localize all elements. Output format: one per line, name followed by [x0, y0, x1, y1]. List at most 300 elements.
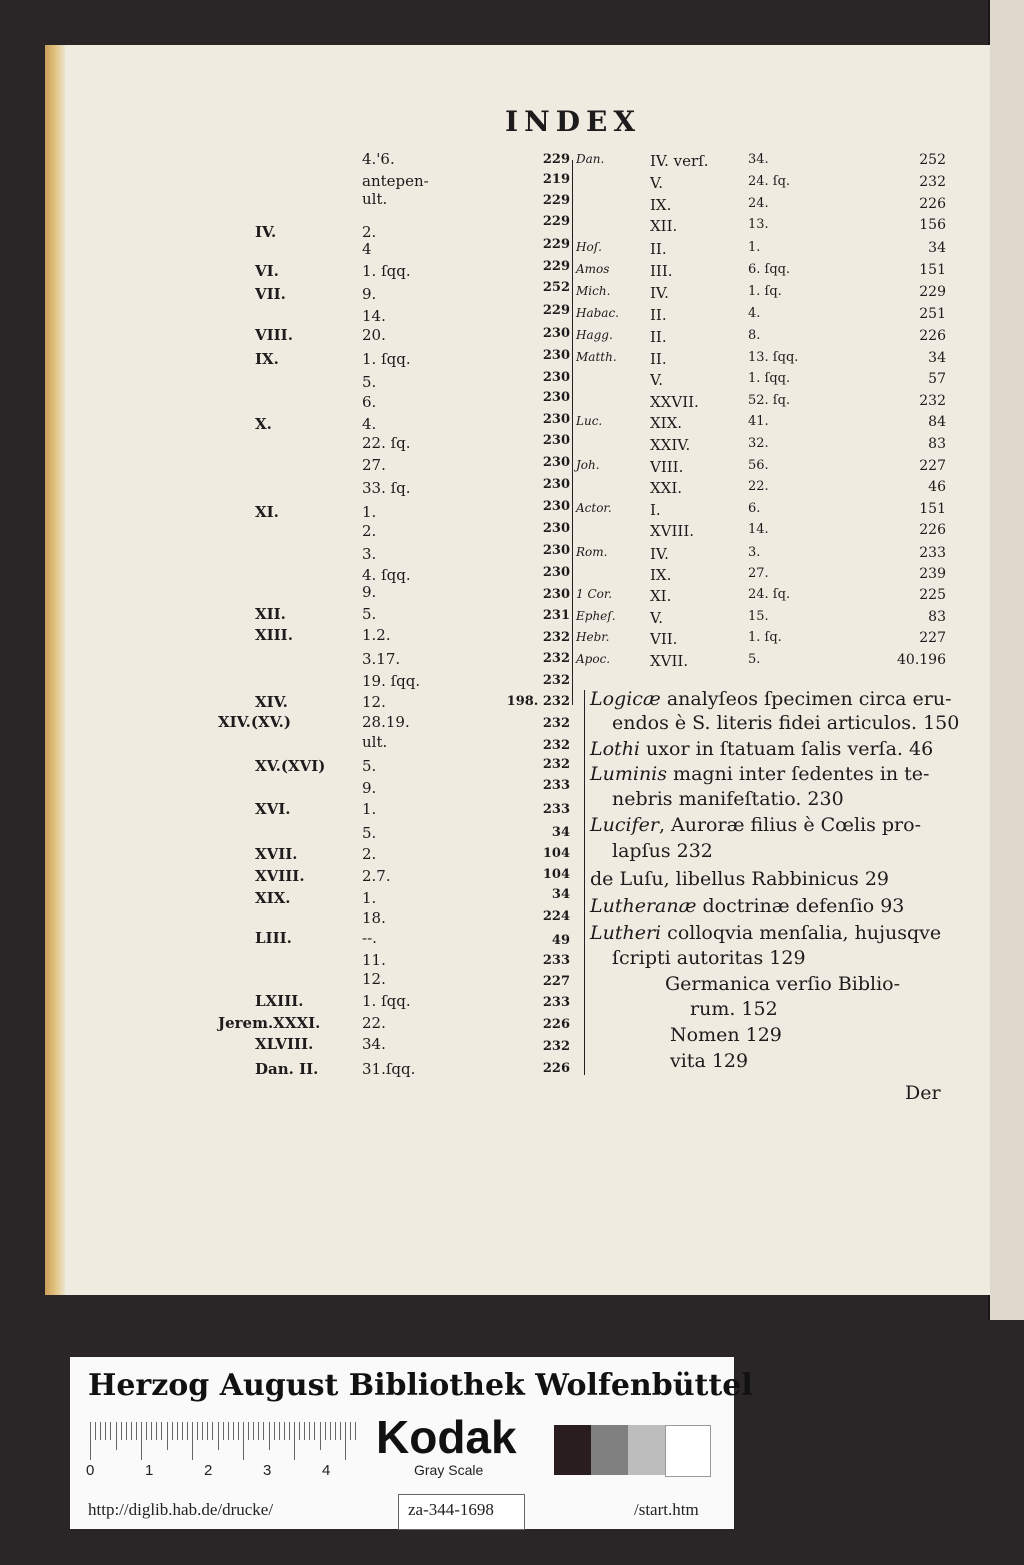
ruler-number: 3 — [263, 1462, 272, 1479]
chapter-ref: XV.(XVI) — [255, 757, 326, 775]
chapter-ref: XVII. — [255, 845, 298, 863]
verse-ref: 28.19. — [362, 713, 410, 731]
page-number: 84 — [928, 414, 946, 430]
library-url[interactable]: http://diglib.hab.de/drucke/ — [88, 1500, 274, 1519]
ruler-tick — [105, 1422, 106, 1440]
ruler-tick — [335, 1422, 336, 1440]
verse-ref: 4. — [748, 306, 761, 321]
verse-ref: 9. — [362, 285, 377, 303]
entry-text: endos è S. literis fidei articulos. 150 — [612, 712, 960, 734]
page-number: 230 — [542, 348, 570, 363]
ruler-number: 2 — [204, 1462, 213, 1479]
book-name: Dan. — [576, 152, 605, 166]
page-number: 230 — [542, 370, 570, 385]
verse-ref: 33. ſq. — [362, 479, 411, 497]
chapter-ref: XVIII. — [650, 522, 695, 540]
verse-ref: 13. ſqq. — [748, 350, 799, 365]
chapter-ref: XIV.(XV.) — [218, 713, 291, 731]
chapter-ref: XII. — [650, 217, 678, 235]
page-number: 226 — [919, 196, 946, 212]
entry-keyword: Luminis — [590, 763, 668, 785]
verse-ref: 5. — [362, 757, 377, 775]
verse-ref: 22. ſq. — [362, 434, 411, 452]
ruler-tick — [95, 1422, 96, 1440]
page-number: 229 — [542, 152, 570, 167]
page-title: INDEX — [505, 105, 642, 138]
chapter-ref: III. — [650, 262, 673, 280]
ruler-tick — [325, 1422, 326, 1440]
page-number: 231 — [542, 608, 570, 623]
book-name: Epheſ. — [576, 609, 616, 623]
entry-divider — [584, 690, 585, 1075]
entry-text: , Auroræ filius è Cœlis pro- — [658, 814, 921, 836]
page-edge — [45, 45, 65, 1295]
verse-ref: 4. ſqq. — [362, 566, 411, 584]
chapter-ref: VI. — [255, 262, 279, 280]
verse-ref: 1. ſqq. — [748, 371, 791, 386]
chapter-ref: LXIII. — [255, 992, 304, 1010]
ruler-tick — [121, 1422, 122, 1440]
entry-text: uxor in ſtatuam ſalis verſa. 46 — [640, 738, 934, 760]
page-number: 232 — [542, 651, 570, 666]
index-entry — [670, 1024, 782, 1046]
ruler-tick — [314, 1422, 315, 1440]
page-number: 46 — [928, 479, 946, 495]
page-number: 232 — [542, 716, 570, 731]
page-number: 151 — [919, 262, 946, 278]
ruler-tick — [197, 1422, 198, 1440]
ruler-tick — [151, 1422, 152, 1440]
chapter-ref: XIX. — [650, 414, 683, 432]
index-entry — [612, 788, 844, 810]
verse-ref: 1. ſqq. — [362, 262, 411, 280]
verse-ref: 13. — [748, 217, 769, 232]
chapter-ref: XVIII. — [255, 867, 305, 885]
page-number: 252 — [542, 280, 570, 295]
ruler-tick — [340, 1422, 341, 1440]
chapter-ref: VIII. — [255, 326, 293, 344]
book-name: 1 Cor. — [576, 587, 613, 601]
page-number: 233 — [919, 545, 946, 561]
entry-keyword: Logicæ — [590, 688, 661, 710]
verse-ref: 1.2. — [362, 626, 391, 644]
verse-ref: 56. — [748, 458, 769, 473]
chapter-ref: VII. — [255, 285, 286, 303]
url-suffix: /start.htm — [634, 1500, 699, 1519]
ruler-tick — [90, 1422, 91, 1460]
page-number: 233 — [542, 995, 570, 1010]
ruler-tick — [167, 1422, 168, 1450]
index-entry — [665, 973, 900, 995]
ruler-tick — [177, 1422, 178, 1440]
gray-scale-label: Gray Scale — [414, 1462, 484, 1478]
book-name: Luc. — [576, 414, 603, 428]
book-name: Matth. — [576, 350, 617, 364]
verse-ref: 1. ſq. — [748, 630, 782, 645]
verse-ref: 1. ſqq. — [362, 992, 411, 1010]
page-number: 40.196 — [897, 652, 946, 668]
document-id: za-344-1698 — [408, 1500, 494, 1519]
ruler-tick — [258, 1422, 259, 1440]
verse-ref: 14. — [362, 307, 386, 325]
book-name: Hagg. — [576, 328, 613, 342]
chapter-ref: Jerem.XXXI. — [218, 1014, 321, 1032]
ruler-tick — [304, 1422, 305, 1440]
chapter-ref: I. — [650, 501, 661, 519]
page-number: 49 — [551, 933, 570, 948]
ruler-tick — [116, 1422, 117, 1450]
page-number: 230 — [542, 587, 570, 602]
ruler-tick — [330, 1422, 331, 1440]
index-entry — [590, 922, 941, 944]
verse-ref: 2.7. — [362, 867, 391, 885]
verse-ref: 8. — [748, 328, 761, 343]
page-number: 34 — [551, 887, 570, 902]
book-name: Amos — [576, 262, 610, 276]
book-name: Hebr. — [576, 630, 610, 644]
ruler-tick — [299, 1422, 300, 1440]
ruler-tick — [238, 1422, 239, 1440]
ruler-tick — [110, 1422, 111, 1440]
verse-ref: 24. ſq. — [748, 587, 791, 602]
verse-ref: 5. — [362, 605, 377, 623]
ruler-tick — [146, 1422, 147, 1440]
book-name: Mich. — [576, 284, 611, 298]
book-name: Actor. — [576, 501, 612, 515]
ruler-tick — [207, 1422, 208, 1440]
page-number: 226 — [542, 1061, 570, 1076]
ruler-tick — [156, 1422, 157, 1440]
book-name: Rom. — [576, 545, 608, 559]
ruler-tick — [218, 1422, 219, 1450]
ruler-tick — [233, 1422, 234, 1440]
verse-ref: 1. — [748, 240, 761, 255]
chapter-ref: VII. — [650, 630, 678, 648]
entry-text: vita 129 — [670, 1050, 749, 1072]
verse-ref: 5. — [362, 824, 377, 842]
page-number: 233 — [542, 778, 570, 793]
verse-ref: 15. — [748, 609, 769, 624]
ruler-tick — [136, 1422, 137, 1440]
page-number: 226 — [919, 522, 946, 538]
verse-ref: 52. ſq. — [748, 393, 791, 408]
ruler-number: 0 — [86, 1462, 95, 1479]
verse-ref: 27. — [362, 456, 386, 474]
page-number: 151 — [919, 501, 946, 517]
verse-ref: 2. — [362, 845, 377, 863]
index-entry — [590, 868, 889, 890]
chapter-ref: X. — [255, 415, 272, 433]
page-number: 230 — [542, 565, 570, 580]
ruler-tick — [126, 1422, 127, 1440]
verse-ref: 1. — [362, 503, 377, 521]
ruler-tick — [345, 1422, 346, 1460]
chapter-ref: XI. — [650, 587, 672, 605]
chapter-ref: II. — [650, 306, 667, 324]
verse-ref: 12. — [362, 693, 386, 711]
chapter-ref: XVII. — [650, 652, 689, 670]
verse-ref: 11. — [362, 951, 386, 969]
ruler-tick — [192, 1422, 193, 1460]
entry-text: ſcripti autoritas 129 — [612, 947, 806, 969]
entry-text: Nomen 129 — [670, 1024, 782, 1046]
entry-text: lapſus 232 — [612, 840, 713, 862]
kodak-logo: Kodak — [376, 1411, 517, 1463]
page-number: 226 — [542, 1017, 570, 1032]
page-number: 104 — [542, 846, 570, 861]
ruler-tick — [172, 1422, 173, 1440]
verse-ref: 6. — [362, 393, 377, 411]
chapter-ref: V. — [650, 609, 663, 627]
page-number: 230 — [542, 521, 570, 536]
verse-ref: ult. — [362, 190, 388, 208]
index-entry — [590, 814, 921, 836]
verse-ref: 3.17. — [362, 650, 401, 668]
verse-ref: 6. — [748, 501, 761, 516]
verse-ref: 1. — [362, 889, 377, 907]
index-entry — [590, 688, 952, 710]
page-number: 230 — [542, 433, 570, 448]
chapter-ref: XII. — [255, 605, 286, 623]
entry-keyword: Lothi — [590, 738, 641, 760]
page-number: 239 — [919, 566, 946, 582]
column-divider — [572, 160, 573, 705]
chapter-ref: II. — [650, 240, 667, 258]
entry-text: rum. 152 — [690, 998, 778, 1020]
page-number: 224 — [542, 909, 570, 924]
verse-ref: 22. — [748, 479, 769, 494]
chapter-ref: IV. — [650, 284, 669, 302]
entry-text: nebris manifeſtatio. 230 — [612, 788, 844, 810]
verse-ref: 24. ſq. — [748, 174, 791, 189]
entry-keyword: Lutheranæ — [590, 895, 697, 917]
page-number: 34 — [551, 825, 570, 840]
ruler-number: 1 — [145, 1462, 154, 1479]
entry-keyword: Lutheri — [590, 922, 662, 944]
page-number: 233 — [542, 802, 570, 817]
page-number: 226 — [919, 328, 946, 344]
verse-ref: 4.'6. — [362, 150, 395, 168]
chapter-ref: XLVIII. — [255, 1035, 314, 1053]
index-entry — [905, 1082, 941, 1104]
ruler-tick — [294, 1422, 295, 1460]
verse-ref: 31.ſqq. — [362, 1060, 416, 1078]
chapter-ref: Dan. II. — [255, 1060, 319, 1078]
verse-ref: 14. — [748, 522, 769, 537]
verse-ref: 9. — [362, 779, 377, 797]
verse-ref: 34. — [362, 1035, 386, 1053]
entry-text: analyſeos ſpecimen circa eru- — [660, 688, 952, 710]
ruler-tick — [269, 1422, 270, 1450]
page-number: 233 — [542, 953, 570, 968]
page-number: 230 — [542, 412, 570, 427]
verse-ref: 3. — [748, 545, 761, 560]
page-number: 230 — [542, 499, 570, 514]
page-number: 229 — [542, 214, 570, 229]
verse-ref: 22. — [362, 1014, 386, 1032]
chapter-ref: IV. verſ. — [650, 152, 709, 170]
adjacent-page-strip — [988, 0, 1024, 1320]
chapter-ref: IX. — [650, 196, 672, 214]
ruler-tick — [161, 1422, 162, 1440]
page-number: 34 — [928, 350, 946, 366]
verse-ref: 24. — [748, 196, 769, 211]
chapter-ref: XIV. — [255, 693, 288, 711]
verse-ref: 20. — [362, 326, 386, 344]
page-number: 232 — [919, 174, 946, 190]
page-number: 229 — [542, 237, 570, 252]
verse-ref: 27. — [748, 566, 769, 581]
ruler-tick — [350, 1422, 351, 1440]
book-name: Habac. — [576, 306, 619, 320]
book-page — [45, 45, 990, 1295]
verse-ref: 41. — [748, 414, 769, 429]
page-number: 83 — [928, 436, 946, 452]
ruler-tick — [253, 1422, 254, 1440]
page-number: 229 — [919, 284, 946, 300]
ruler-tick — [223, 1422, 224, 1440]
index-entry — [612, 947, 806, 969]
entry-text: Der — [905, 1082, 941, 1104]
chapter-ref: II. — [650, 350, 667, 368]
ruler-tick — [141, 1422, 142, 1460]
verse-ref: 32. — [748, 436, 769, 451]
verse-ref: ult. — [362, 733, 388, 751]
page-number: 225 — [919, 587, 946, 603]
ruler-tick — [309, 1422, 310, 1440]
page-number: 227 — [919, 458, 946, 474]
ruler-tick — [131, 1422, 132, 1440]
entry-text: Germanica verſio Biblio- — [665, 973, 901, 995]
ruler-tick — [320, 1422, 321, 1450]
entry-text: de Luſu, libellus Rabbinicus 29 — [590, 868, 890, 890]
verse-ref: 3. — [362, 545, 377, 563]
page-number: 232 — [542, 1039, 570, 1054]
verse-ref: --. — [362, 929, 377, 947]
page-number: 156 — [919, 217, 946, 233]
page-number: 232 — [542, 630, 570, 645]
index-entry — [590, 763, 929, 785]
page-number: 230 — [542, 477, 570, 492]
verse-ref: 5. — [362, 373, 377, 391]
page-number: 251 — [919, 306, 946, 322]
page-number: 232 — [919, 393, 946, 409]
verse-ref: 18. — [362, 909, 386, 927]
entry-keyword: Lucifer — [590, 814, 659, 836]
chapter-ref: XXIV. — [650, 436, 691, 454]
verse-ref: 2. — [362, 522, 377, 540]
index-entry — [690, 998, 778, 1020]
ruler-tick — [284, 1422, 285, 1440]
chapter-ref: XVI. — [255, 800, 291, 818]
page-number: 104 — [542, 867, 570, 882]
book-name: Joh. — [576, 458, 600, 472]
page-number: 229 — [542, 303, 570, 318]
page-number: 57 — [928, 371, 946, 387]
chapter-ref: XI. — [255, 503, 279, 521]
chapter-ref: V. — [650, 174, 663, 192]
page-number: 230 — [542, 455, 570, 470]
verse-ref: 1. ſq. — [748, 284, 782, 299]
verse-ref: 5. — [748, 652, 761, 667]
page-number: 232 — [542, 757, 570, 772]
ruler-tick — [212, 1422, 213, 1440]
verse-ref: 4 — [362, 240, 372, 258]
chapter-ref: IV. — [255, 223, 277, 241]
chapter-ref: XXI. — [650, 479, 683, 497]
ruler-tick — [263, 1422, 264, 1440]
chapter-ref: VIII. — [650, 458, 684, 476]
chapter-ref: XIII. — [255, 626, 293, 644]
page-number: 252 — [919, 152, 946, 168]
ruler-tick — [274, 1422, 275, 1440]
book-name: Hoſ. — [576, 240, 602, 254]
ruler-tick — [100, 1422, 101, 1440]
verse-ref: 1. — [362, 800, 377, 818]
ruler-tick — [182, 1422, 183, 1440]
ruler-tick — [289, 1422, 290, 1440]
book-name: Apoc. — [576, 652, 611, 666]
page-number: 198. 232 — [506, 694, 570, 709]
verse-ref: 1. ſqq. — [362, 350, 411, 368]
index-entry — [612, 712, 959, 734]
index-entry — [670, 1050, 748, 1072]
ruler-tick — [355, 1422, 356, 1440]
ruler-tick — [248, 1422, 249, 1440]
ruler-tick — [228, 1422, 229, 1440]
ruler-tick — [187, 1422, 188, 1440]
page-number: 227 — [919, 630, 946, 646]
index-entry — [590, 895, 904, 917]
chapter-ref: IX. — [650, 566, 672, 584]
page-number: 229 — [542, 259, 570, 274]
page-number: 83 — [928, 609, 946, 625]
page-number: 34 — [928, 240, 946, 256]
page-number: 230 — [542, 326, 570, 341]
chapter-ref: II. — [650, 328, 667, 346]
chapter-ref: LIII. — [255, 929, 292, 947]
index-entry — [590, 738, 933, 760]
chapter-ref: XIX. — [255, 889, 291, 907]
chapter-ref: V. — [650, 371, 663, 389]
chapter-ref: IV. — [650, 545, 669, 563]
page-number: 232 — [542, 738, 570, 753]
entry-text: magni inter ſedentes in te- — [667, 763, 930, 785]
page-number: 230 — [542, 543, 570, 558]
verse-ref: antepen- — [362, 172, 429, 190]
ruler-tick — [279, 1422, 280, 1440]
entry-text: doctrinæ defenſio 93 — [696, 895, 905, 917]
verse-ref: 6. ſqq. — [748, 262, 791, 277]
verse-ref: 12. — [362, 970, 386, 988]
page-number: 232 — [542, 673, 570, 688]
ruler-tick — [202, 1422, 203, 1440]
verse-ref: 2. — [362, 223, 377, 241]
verse-ref: 34. — [748, 152, 769, 167]
verse-ref: 4. — [362, 415, 377, 433]
ruler-number: 4 — [322, 1462, 331, 1479]
chapter-ref: IX. — [255, 350, 279, 368]
page-number: 229 — [542, 193, 570, 208]
gray-swatch — [665, 1425, 711, 1477]
page-number: 227 — [542, 974, 570, 989]
index-entry — [612, 840, 713, 862]
library-name: Herzog August Bibliothek Wolfenbüttel — [88, 1368, 753, 1403]
page-number: 230 — [542, 390, 570, 405]
entry-text: colloqvia menſalia, hujusqve — [661, 922, 942, 944]
verse-ref: 19. ſqq. — [362, 672, 421, 690]
ruler-tick — [243, 1422, 244, 1460]
